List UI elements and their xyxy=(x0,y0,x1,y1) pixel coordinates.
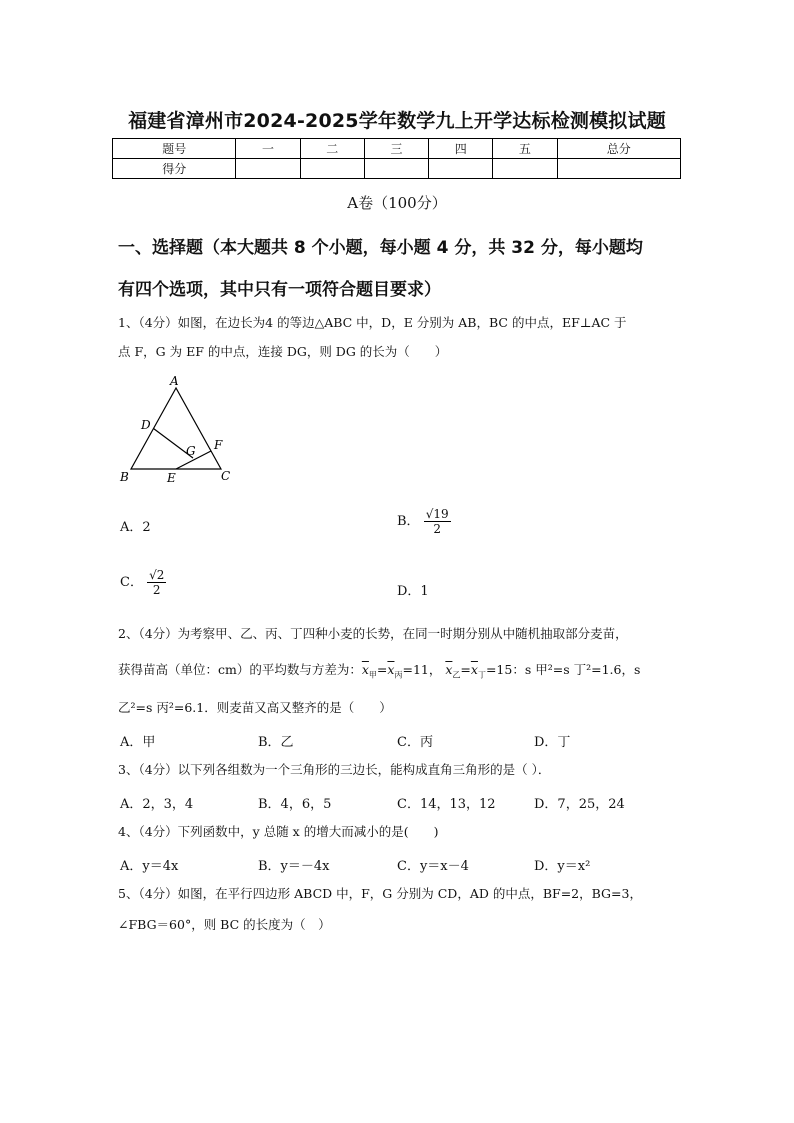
q1-option-c-fraction xyxy=(147,568,166,597)
q1-option-b xyxy=(397,507,451,536)
q3-line1: 3、（4分）以下列各组数为一个三角形的三边长，能构成直角三角形的是（ ）． xyxy=(118,762,551,777)
score-header-cell: 总分 xyxy=(557,139,680,159)
q1-option-c xyxy=(120,568,166,597)
q3-option-b: B．4，6，5 xyxy=(258,797,332,812)
score-cell xyxy=(429,159,493,179)
q4-option-d: D．y＝x² xyxy=(534,859,591,874)
q1-option-b-denominator: 2 xyxy=(433,522,441,536)
q3-option-a: A．2，3，4 xyxy=(120,797,194,812)
q5-line2: ∠FBG＝60°，则 BC 的长度为（ ） xyxy=(118,917,331,932)
score-header-cell: 一 xyxy=(236,139,300,159)
section1-heading-line1: 一、选择题（本大题共 8 个小题，每小题 4 分，共 32 分，每小题均 xyxy=(118,238,643,258)
q2-line2-lead: 获得苗高（单位：cm）的平均数与方差为： xyxy=(118,662,362,677)
q1-option-b-fraction xyxy=(424,507,451,536)
q2-option-a: A．甲 xyxy=(120,735,156,750)
q3-option-c: C．14，13，12 xyxy=(397,797,496,812)
q2-eq: = xyxy=(460,662,471,677)
section1-heading-line2: 有四个选项，其中只有一项符合题目要求） xyxy=(118,280,441,300)
label-E: E xyxy=(167,471,176,485)
q2-line3: 乙²=s 丙²=6.1．则麦苗又高又整齐的是（ ） xyxy=(118,700,392,715)
label-F: F xyxy=(214,438,223,452)
q4-line1: 4、（4分）下列函数中，y 总随 x 的增大而减小的是( ) xyxy=(118,824,439,839)
q2-mean-sub: 丁 xyxy=(477,670,486,680)
q2-option-b: B．乙 xyxy=(258,735,294,750)
q2-mean-sub: 甲 xyxy=(368,670,377,680)
score-cell xyxy=(364,159,428,179)
score-table xyxy=(112,138,681,179)
q2-option-c: C．丙 xyxy=(397,735,433,750)
label-C: C xyxy=(221,469,231,483)
score-cell xyxy=(300,159,364,179)
q4-option-c: C．y＝x－4 xyxy=(397,859,469,874)
score-header-cell: 五 xyxy=(493,139,557,159)
q2-mean-symbol: $\overline{x}$ xyxy=(387,662,395,677)
q2-mean-sub: 丙 xyxy=(394,670,403,680)
score-cell xyxy=(493,159,557,179)
q1-option-c-denominator: 2 xyxy=(152,583,161,597)
q1-option-b-prefix: B． xyxy=(397,514,420,529)
q2-value: =11， xyxy=(402,662,442,677)
label-D: D xyxy=(141,418,151,432)
score-cell xyxy=(557,159,680,179)
score-table-header-row xyxy=(113,139,681,159)
label-G: G xyxy=(186,444,196,458)
q2-mean-symbol: $\overline{x}$ xyxy=(470,662,478,677)
q4-option-b: B．y＝－4x xyxy=(258,859,330,874)
q2-line1: 2、（4分）为考察甲、乙、丙、丁四种小麦的长势，在同一时期分别从中随机抽取部分麦苗， xyxy=(118,626,628,641)
score-header-cell: 四 xyxy=(429,139,493,159)
q2-mean-sub: 乙 xyxy=(452,670,461,680)
section-a-heading: A卷（100分） xyxy=(347,194,447,212)
q2-eq: = xyxy=(376,662,388,677)
q1-triangle-figure xyxy=(110,372,240,487)
q1-option-a: A．2 xyxy=(120,520,151,535)
q5-line1: 5、（4分）如图，在平行四边形 ABCD 中，F，G 分别为 CD，AD 的中点，BF=2，BG=3， xyxy=(118,886,642,901)
score-row-label: 得分 xyxy=(113,159,236,179)
q1-option-d: D．1 xyxy=(397,584,429,599)
score-header-cell: 三 xyxy=(364,139,428,159)
q2-variance-text: =15：s 甲²=s 丁²=1.6，s xyxy=(485,662,641,677)
q1-option-b-numerator: √19 xyxy=(425,507,449,521)
q1-line2: 点 F，G 为 EF 的中点，连接 DG，则 DG 的长为（ ） xyxy=(118,344,448,359)
q1-option-c-prefix: C． xyxy=(120,575,143,590)
score-header-cell: 二 xyxy=(300,139,364,159)
q4-option-a: A．y＝4x xyxy=(120,859,179,874)
score-table-score-row xyxy=(113,159,681,179)
q2-option-d: D．丁 xyxy=(534,735,571,750)
q2-mean-symbol: $\overline{x}$ xyxy=(361,662,369,677)
q2-line2 xyxy=(118,662,683,684)
label-B: B xyxy=(120,470,129,484)
label-A: A xyxy=(170,374,179,388)
exam-title: 福建省漳州市2024-2025学年数学九上开学达标检测模拟试题 xyxy=(128,110,666,132)
q1-line1: 1、（4分）如图，在边长为4 的等边△ABC 中，D，E 分别为 AB，BC 的中点，EF⊥AC 于 xyxy=(118,315,627,330)
q1-option-c-numerator: √2 xyxy=(149,568,165,582)
score-header-cell: 题号 xyxy=(113,139,236,159)
q2-mean-symbol: $\overline{x}$ xyxy=(445,662,453,677)
q3-option-d: D．7，25，24 xyxy=(534,797,625,812)
score-cell xyxy=(236,159,300,179)
